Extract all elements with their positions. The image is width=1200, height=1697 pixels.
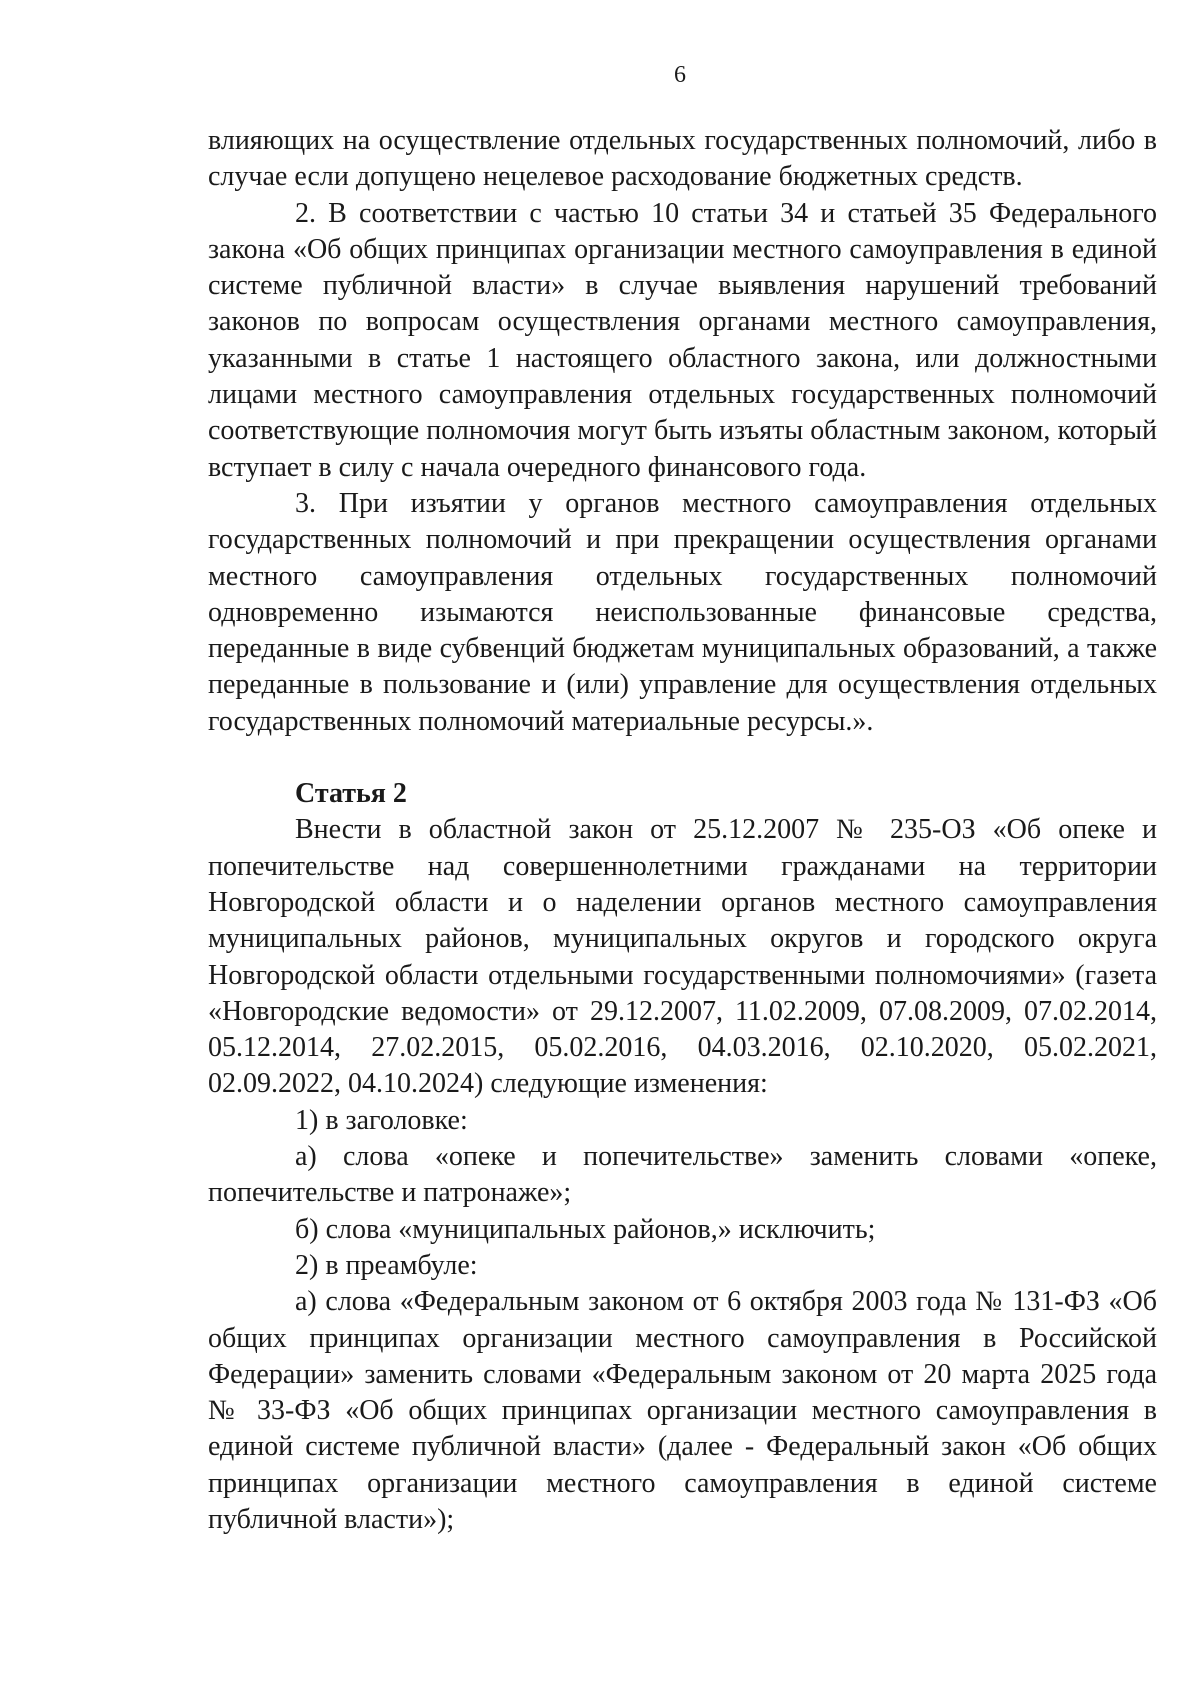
paragraph-subitem-2a: а) слова «Федеральным законом от 6 октября 2003 года № 131-ФЗ «Об общих принципах организации местного самоуправления в Российской Федерации» заменить словами «Федеральным законом от 20 марта 2025 года № 33-ФЗ «Об общих принципах организации местного самоуправления в единой системе публичной власти» (далее - Федеральный закон «Об общих принципах организации местного самоуправления в единой системе публичной власти»);: [208, 1286, 1157, 1535]
article-heading: Статья 2: [295, 778, 407, 810]
paragraph-subitem-1b: б) слова «муниципальных районов,» исключить;: [295, 1213, 876, 1245]
paragraph-subitem-1: 1) в заголовке:: [295, 1104, 468, 1136]
paragraph-subitem-2: 2) в преамбуле:: [295, 1249, 478, 1281]
paragraph-article-intro: Внести в областной закон от 25.12.2007 № 235-ОЗ «Об опеке и попечительстве над совершеннолетними гражданами на территории Новгородской области и о наделении органов местного самоуправления муниципальных районов, муниципальных округов и городского округа Новгородской области отдельными государственными полномочиями» (газета «Новгородские ведомости» от 29.12.2007, 11.02.2009, 07.08.2009, 07.02.2014, 05.12.2014, 27.02.2015, 05.02.2016, 04.03.2016, 02.10.2020, 05.02.2021, 02.09.2022, 04.10.2024) следующие изменения:: [208, 814, 1157, 1100]
paragraph-item-2: 2. В соответствии с частью 10 статьи 34 и статьей 35 Федерального закона «Об общих принципах организации местного самоуправления в единой системе публичной власти» в случае выявления нарушений требований законов по вопросам осуществления органами местного самоуправления, указанными в статье 1 настоящего областного закона, или должностными лицами местного самоуправления отдельных государственных полномочий соответствующие полномочия могут быть изъяты областным законом, который вступает в силу с начала очередного финансового года.: [208, 197, 1157, 483]
page-number: 6: [674, 62, 686, 88]
section-spacer: [208, 740, 1157, 776]
paragraph-subitem-1a: а) слова «опеке и попечительстве» заменить словами «опеке, попечительстве и патронаже»;: [208, 1141, 1157, 1209]
paragraph-continuation: влияющих на осуществление отдельных государственных полномочий, либо в случае если допущено нецелевое расходование бюджетных средств.: [208, 125, 1157, 193]
document-body: [208, 123, 1157, 1538]
paragraph-item-3: 3. При изъятии у органов местного самоуправления отдельных государственных полномочий и при прекращении осуществления органами местного самоуправления отдельных государственных полномочий одновременно изымаются неиспользованные финансовые средства, переданные в виде субвенций бюджетам муниципальных образований, а также переданные в пользование и (или) управление для осуществления отдельных государственных полномочий материальные ресурсы.».: [208, 487, 1157, 737]
